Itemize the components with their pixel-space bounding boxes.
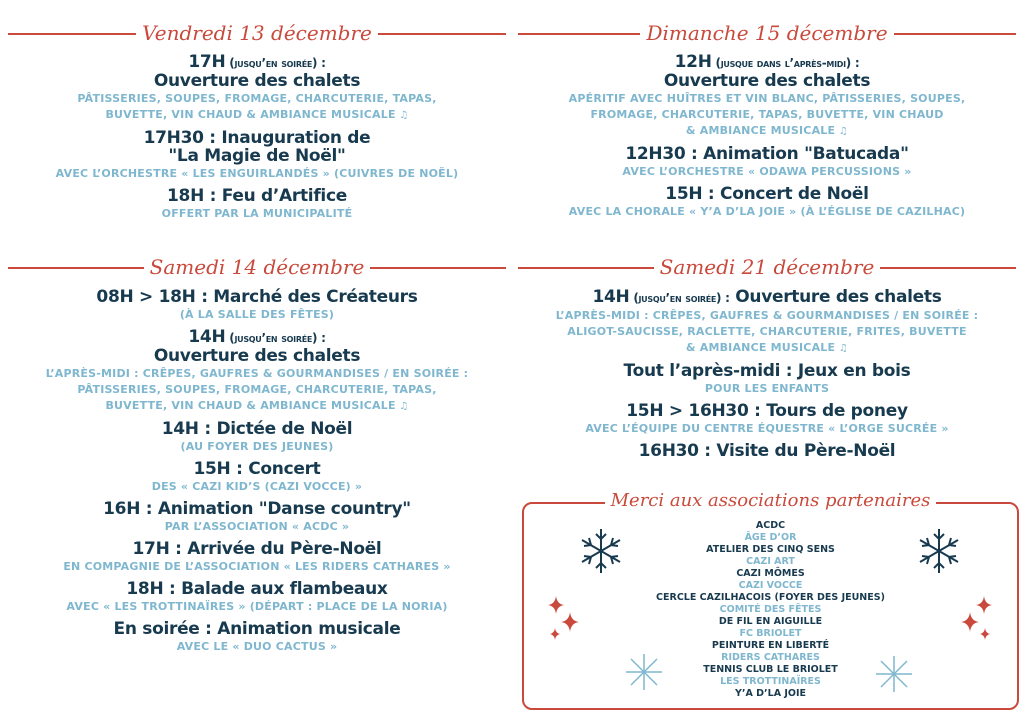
friday-header <box>8 18 506 48</box>
partner-item: FC BRIOLET <box>739 628 802 639</box>
event-description-text: AVEC L’ORCHESTRE « LES ENGUIRLANDÉS » (CUIVRES DE NOËL) <box>55 167 459 180</box>
partner-item: ATELIER DES CINQ SENS <box>706 544 835 555</box>
event-title <box>8 328 506 347</box>
event-description <box>518 205 1016 219</box>
event-item <box>518 442 1016 460</box>
event-description <box>518 341 1016 356</box>
event-title-text: 08H > 18H : Marché des Créateurs <box>96 287 418 307</box>
event-description <box>8 308 506 322</box>
event-description <box>8 600 506 614</box>
event-description-text: POUR LES ENFANTS <box>704 382 830 395</box>
event-title-line2: Ouverture des chalets <box>663 71 871 91</box>
event-item <box>8 500 506 534</box>
music-note-icon: ♫ <box>395 110 409 121</box>
sunday15-events <box>518 53 1016 225</box>
partners-header <box>522 490 1019 511</box>
event-item <box>518 402 1016 436</box>
partner-item: TENNIS CLUB LE BRIOLET <box>703 664 838 675</box>
music-note-icon: ♫ <box>395 401 409 412</box>
event-title-text: 12H30 : Animation "Batucada" <box>625 144 909 164</box>
event-item <box>518 145 1016 179</box>
saturday21-header <box>518 252 1016 282</box>
event-item <box>8 460 506 494</box>
snowflake-icon <box>576 526 626 576</box>
event-title-text: Tout l’après-midi : Jeux en bois <box>623 361 911 381</box>
partner-item: CAZI VOCCE <box>738 580 803 591</box>
event-description-text: EN COMPAGNIE DE L’ASSOCIATION « LES RIDERS CATHARES » <box>63 560 451 573</box>
event-description-text: L’APRÈS-MIDI : CRÊPES, GAUFRES & GOURMANDISES / EN SOIRÉE : <box>555 309 979 322</box>
event-description-text: BUVETTE, VIN CHAUD & AMBIANCE MUSICALE <box>105 399 396 412</box>
event-title <box>8 129 506 147</box>
partner-item: DE FIL EN AIGUILLE <box>718 616 823 627</box>
snowflake-icon <box>874 654 914 694</box>
event-description <box>8 167 506 181</box>
day-title: Dimanche 15 décembre <box>640 21 893 45</box>
event-description-text: & AMBIANCE MUSICALE <box>685 124 836 137</box>
partner-item: CAZI MÔMES <box>736 568 805 579</box>
event-title-text: 18H : Balade aux flambeaux <box>126 579 388 599</box>
partner-item: COMITÉ DES FÊTES <box>719 604 822 615</box>
event-title-line2: "La Magie de Noël" <box>168 146 346 166</box>
partner-item: CERCLE CAZILHACOIS (FOYER DES JEUNES) <box>656 592 885 603</box>
event-title-text: 14H <box>592 287 630 307</box>
sunday15-header <box>518 18 1016 48</box>
music-note-icon: ♫ <box>835 126 849 137</box>
event-description <box>518 108 1016 122</box>
event-title <box>8 500 506 518</box>
event-title-text: 14H : Dictée de Noël <box>161 419 353 439</box>
event-title-text: 12H <box>674 52 712 72</box>
event-description <box>518 422 1016 436</box>
partner-item: ÂGE D’OR <box>744 532 797 543</box>
saturday14-header <box>8 252 506 282</box>
event-title-note: (jusqu’en soirée) : <box>225 56 326 70</box>
event-title-line2: Ouverture des chalets <box>153 71 361 91</box>
event-title-text: 17H <box>188 52 226 72</box>
day-title: Samedi 21 décembre <box>654 255 881 279</box>
event-title <box>518 145 1016 163</box>
event-item <box>8 53 506 123</box>
saturday14-events <box>8 288 506 660</box>
event-description-text: ALIGOT-SAUCISSE, RACLETTE, CHARCUTERIE, FRITES, BUVETTE <box>567 325 967 338</box>
event-description-text: DES « CAZI KID’S (CAZI VOCCE) » <box>151 480 363 493</box>
event-title <box>518 288 1016 307</box>
event-title <box>8 540 506 558</box>
event-title-text: 16H30 : Visite du Père-Noël <box>638 441 896 461</box>
event-title-text: 17H30 : Inauguration de <box>143 128 371 148</box>
event-title-text: 15H : Concert <box>193 459 321 479</box>
partner-item: PEINTURE EN LIBERTÉ <box>711 640 830 651</box>
event-title <box>8 288 506 306</box>
event-description-text: AVEC L’ORCHESTRE « ODAWA PERCUSSIONS » <box>622 165 912 178</box>
event-description <box>518 165 1016 179</box>
event-description-text: PÂTISSERIES, SOUPES, FROMAGE, CHARCUTERIE, TAPAS, <box>77 92 437 105</box>
event-description-text: PÂTISSERIES, SOUPES, FROMAGE, CHARCUTERIE, TAPAS, <box>77 383 437 396</box>
event-description <box>8 108 506 123</box>
event-title <box>518 53 1016 72</box>
event-item <box>8 420 506 454</box>
event-title-line2: Ouverture des chalets <box>153 346 361 366</box>
partner-item: Y’A D’LA JOIE <box>735 688 806 699</box>
event-item <box>8 328 506 414</box>
event-item <box>8 288 506 322</box>
event-description <box>8 207 506 221</box>
event-description-text: PAR L’ASSOCIATION « ACDC » <box>164 520 350 533</box>
friday-events <box>8 53 506 227</box>
event-item <box>518 185 1016 219</box>
event-description <box>8 367 506 381</box>
event-title-text: En soirée : Animation musicale <box>113 619 401 639</box>
event-description <box>8 560 506 574</box>
event-title-text: 17H : Arrivée du Père-Noël <box>132 539 382 559</box>
event-description <box>8 520 506 534</box>
partner-item: RIDERS CATHARES <box>721 652 820 663</box>
event-description <box>8 640 506 654</box>
event-description-text: & AMBIANCE MUSICALE <box>685 341 836 354</box>
event-title-text: 15H > 16H30 : Tours de poney <box>626 401 908 421</box>
day-title: Vendredi 13 décembre <box>136 21 378 45</box>
event-description <box>8 440 506 454</box>
event-item <box>8 540 506 574</box>
sparkle-star-icon <box>960 594 994 644</box>
event-title <box>8 460 506 478</box>
event-title <box>518 362 1016 380</box>
event-item <box>8 580 506 614</box>
event-description-text: (AU FOYER DES JEUNES) <box>180 440 334 453</box>
snowflake-icon <box>624 652 664 692</box>
event-title <box>8 580 506 598</box>
music-note-icon: ♫ <box>835 343 849 354</box>
event-description <box>8 480 506 494</box>
event-description-text: BUVETTE, VIN CHAUD & AMBIANCE MUSICALE <box>105 108 396 121</box>
partner-item: ACDC <box>755 520 786 531</box>
event-title <box>8 420 506 438</box>
event-description <box>8 399 506 414</box>
event-title-note: (jusqu’en soirée) : <box>629 291 730 305</box>
event-description-text: OFFERT PAR LA MUNICIPALITÉ <box>161 207 353 220</box>
event-description-text: AVEC LA CHORALE « Y’A D’LA JOIE » (À L’ÉGLISE DE CAZILHAC) <box>568 205 966 218</box>
snowflake-icon <box>914 526 964 576</box>
event-title-text: 14H <box>188 327 226 347</box>
partners-box <box>522 502 1019 710</box>
event-item <box>8 187 506 221</box>
event-title <box>8 53 506 72</box>
event-title <box>8 187 506 205</box>
event-title-text: 18H : Feu d’Artifice <box>167 186 347 206</box>
event-description <box>518 124 1016 139</box>
event-title-text: Ouverture des chalets <box>729 287 942 307</box>
day-title: Samedi 14 décembre <box>144 255 371 279</box>
event-description <box>518 309 1016 323</box>
event-title-note: (jusque dans l’après-midi) : <box>711 56 860 70</box>
event-description <box>8 383 506 397</box>
event-description-text: AVEC LE « DUO CACTUS » <box>176 640 338 653</box>
event-item <box>518 362 1016 396</box>
event-title-text: 15H : Concert de Noël <box>665 184 869 204</box>
event-title <box>518 442 1016 460</box>
partner-item: CAZI ART <box>746 556 795 567</box>
event-description-text: AVEC « LES TROTTINAÏRES » (DÉPART : PLACE DE LA NORIA) <box>66 600 448 613</box>
sparkle-star-icon <box>546 594 580 644</box>
event-item <box>518 53 1016 139</box>
event-title-note: (jusqu’en soirée) : <box>225 331 326 345</box>
event-description <box>518 92 1016 106</box>
event-description-text: L’APRÈS-MIDI : CRÊPES, GAUFRES & GOURMANDISES / EN SOIRÉE : <box>45 367 469 380</box>
event-item <box>8 620 506 654</box>
event-item <box>8 129 506 181</box>
event-description <box>518 382 1016 396</box>
saturday21-events <box>518 288 1016 466</box>
partners-title: Merci aux associations partenaires <box>605 490 937 511</box>
event-description-text: FROMAGE, CHARCUTERIE, TAPAS, BUVETTE, VIN CHAUD <box>590 108 944 121</box>
event-title <box>518 402 1016 420</box>
event-title <box>518 185 1016 203</box>
event-description-text: (À LA SALLE DES FÊTES) <box>179 308 335 321</box>
event-description <box>8 92 506 106</box>
event-item <box>518 288 1016 356</box>
event-description-text: APÉRITIF AVEC HUÎTRES ET VIN BLANC, PÂTISSERIES, SOUPES, <box>568 92 966 105</box>
event-title <box>8 620 506 638</box>
event-description <box>518 325 1016 339</box>
event-description-text: AVEC L’ÉQUIPE DU CENTRE ÉQUESTRE « L’ORGE SUCRÉE » <box>585 422 949 435</box>
partner-item: LES TROTTINAÏRES <box>720 676 821 687</box>
event-title-text: 16H : Animation "Danse country" <box>103 499 411 519</box>
